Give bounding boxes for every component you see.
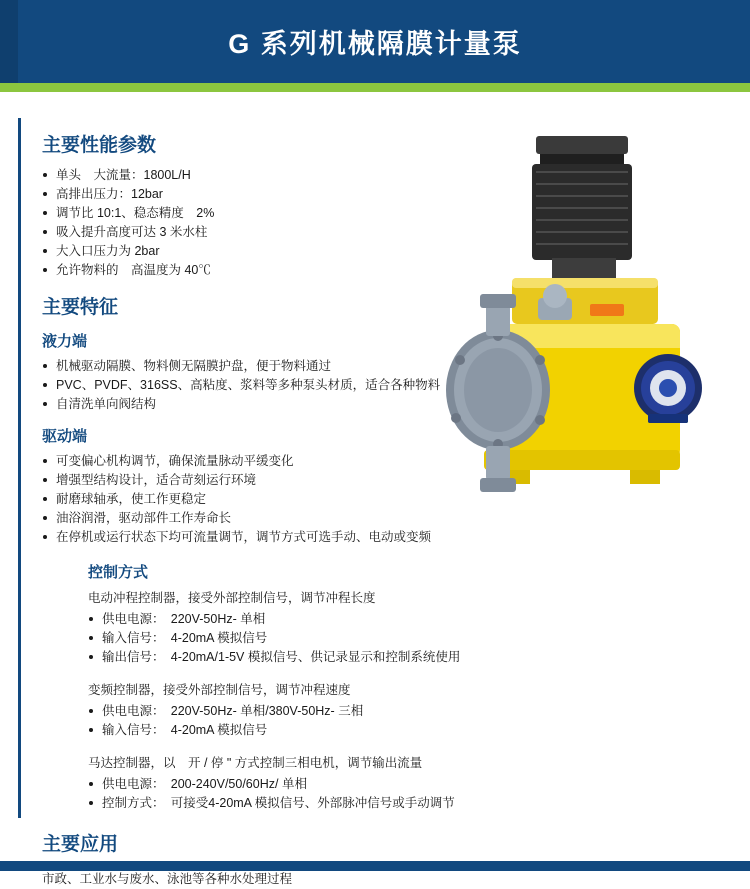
performance-list — [42, 166, 462, 280]
list-item: 控制方式： 可接受4-20mA 模拟信号、外部脉冲信号或手动调节 — [88, 794, 724, 813]
control-group-motor — [88, 753, 724, 813]
section-control — [88, 561, 724, 813]
performance-title: 主要性能参数 — [42, 135, 157, 156]
drive-end-list — [42, 452, 512, 547]
header-spacer — [0, 92, 750, 118]
list-item: 自清洗单向阀结构 — [42, 395, 512, 414]
drive-end-title: 驱动端 — [42, 428, 88, 445]
page-header — [0, 0, 750, 83]
list-item: 单头 大流量：1800L/H — [42, 166, 462, 185]
control-list — [88, 775, 724, 813]
bottom-bar — [0, 861, 750, 871]
green-divider-bar — [0, 83, 750, 92]
page-title: G 系列机械隔膜计量泵 — [228, 29, 522, 59]
control-title: 控制方式 — [88, 564, 149, 581]
section-application — [42, 829, 724, 889]
control-lead: 变频控制器，接受外部控制信号，调节冲程速度 — [88, 683, 351, 697]
list-item: 增强型结构设计，适合苛刻运行环境 — [42, 471, 512, 490]
list-item: 供电电源： 220V-50Hz- 单相 — [88, 610, 724, 629]
document-body — [0, 130, 750, 889]
list-item: 输出信号： 4-20mA/1-5V 模拟信号、供记录显示和控制系统使用 — [88, 648, 724, 667]
list-item: 油浴润滑，驱动部件工作寿命长 — [42, 509, 512, 528]
section-performance — [42, 130, 724, 280]
hydraulic-end-title: 液力端 — [42, 333, 88, 350]
application-text: 市政、工业水与废水、泳池等各种水处理过程 — [42, 871, 293, 886]
control-list — [88, 702, 724, 740]
control-group-vfd — [88, 680, 724, 740]
hydraulic-end-list — [42, 357, 512, 414]
list-item: 吸入提升高度可达 3 米水柱 — [42, 223, 462, 242]
header-left-accent — [0, 0, 18, 83]
application-title: 主要应用 — [42, 834, 119, 855]
list-item: 可变偏心机构调节，确保流量脉动平缓变化 — [42, 452, 512, 471]
list-item: 供电电源： 220V-50Hz- 单相/380V-50Hz- 三相 — [88, 702, 724, 721]
list-item: 机械驱动隔膜、物料侧无隔膜护盘，便于物料通过 — [42, 357, 512, 376]
control-list — [88, 610, 724, 667]
section-features — [42, 292, 724, 547]
list-item: PVC、PVDF、316SS、高粘度、浆料等多种泵头材质，适合各种物料 — [42, 376, 512, 395]
list-item: 输入信号： 4-20mA 模拟信号 — [88, 629, 724, 648]
list-item: 耐磨球轴承，使工作更稳定 — [42, 490, 512, 509]
list-item: 允许物料的 高温度为 40℃ — [42, 261, 462, 280]
list-item: 输入信号： 4-20mA 模拟信号 — [88, 721, 724, 740]
list-item: 供电电源： 200-240V/50/60Hz/ 单相 — [88, 775, 724, 794]
control-lead: 马达控制器，以 开 / 停 " 方式控制三相电机，调节输出流量 — [88, 756, 423, 770]
list-item: 大入口压力为 2bar — [42, 242, 462, 261]
list-item: 在停机或运行状态下均可流量调节，调节方式可选手动、电动或变频 — [42, 528, 512, 547]
control-lead: 电动冲程控制器，接受外部控制信号，调节冲程长度 — [88, 591, 376, 605]
control-group-electric — [88, 588, 724, 667]
list-item: 高排出压力：12bar — [42, 185, 462, 204]
list-item: 调节比 10:1、稳态精度 2% — [42, 204, 462, 223]
features-title: 主要特征 — [42, 297, 119, 318]
